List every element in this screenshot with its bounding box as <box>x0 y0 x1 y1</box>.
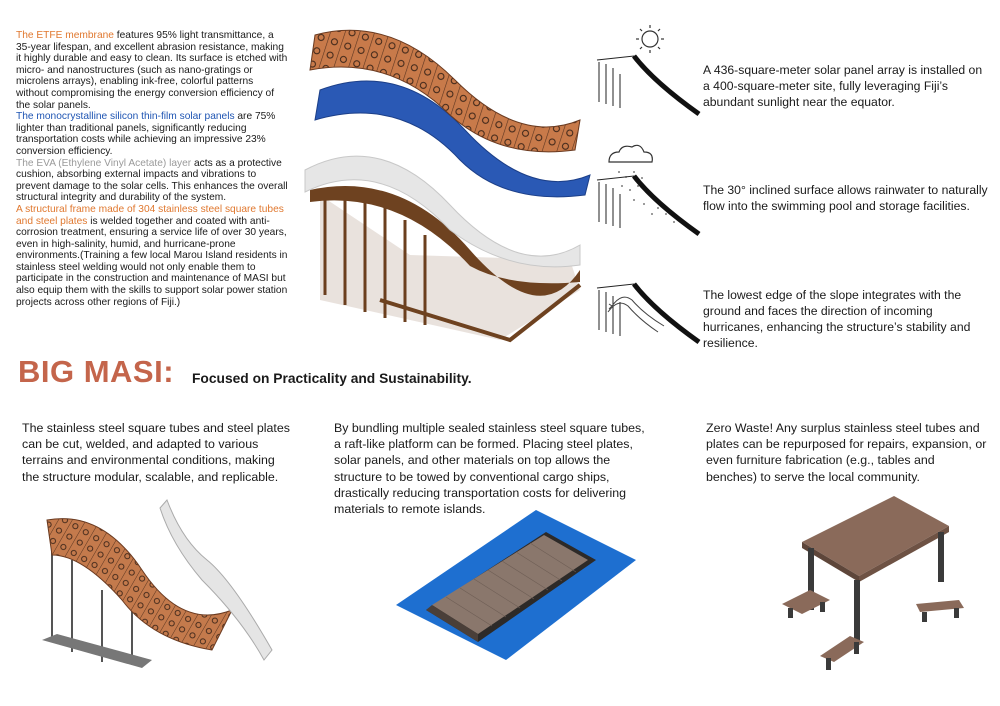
bench-icon <box>782 590 964 670</box>
modular-description: The stainless steel square tubes and steel plates can be cut, welded, and adapted to various terrains and environmental conditions, making the structure modular, scalable, and replicable. <box>22 421 290 484</box>
sun-diagram <box>594 22 704 122</box>
sun-description: A 436-square-meter solar panel array is installed on a 400-square-meter site, fully leveraging Fiji’s abundant sunlight near the equator. <box>703 63 983 109</box>
layer-description <box>16 30 288 308</box>
modular-structure-illustration <box>42 500 282 670</box>
wind-diagram <box>594 270 704 370</box>
etfe-paragraph <box>16 30 288 111</box>
eva-highlight: The EVA (Ethylene Vinyl Acetate) layer <box>16 157 192 169</box>
etfe-text: features 95% light transmittance, a 35-year lifespan, and excellent abrasion resistance, making it highly durable and easy to clean. Its surface is etched with micro- and nanostructures (such as nano-gratings or microlens arrays), enabling ink-free, colorful patterns without compromising the energy conversion efficiency of the solar panels. <box>16 30 288 111</box>
sun-icon <box>636 25 664 53</box>
frame-highlight: A structural frame made of 304 stainless steel square tubes and steel plates <box>16 203 284 227</box>
wind-description: The lowest edge of the slope integrates with the ground and faces the direction of incoming hurricanes, enhancing the structure’s stability and resilience. <box>703 288 971 350</box>
rain-cloud-icon <box>609 145 652 162</box>
wind-arrow-icon <box>608 297 664 332</box>
furniture-illustration <box>774 496 974 676</box>
zero-waste-description: Zero Waste! Any surplus stainless steel tubes and plates can be repurposed for repairs, expansion, or even furniture fabrication (e.g., tables and benches) to serve the local community. <box>706 421 987 484</box>
solar-paragraph <box>16 111 288 157</box>
eva-text: acts as a protective cushion, absorbing external impacts and vibrations to prevent damage to the solar cells. This enhances the overall structural integrity and durability of the system. <box>16 157 288 204</box>
frame-paragraph <box>16 204 288 308</box>
page-title: BIG MASI: <box>18 354 175 389</box>
exploded-layers-illustration <box>290 20 590 340</box>
rain-description: The 30° inclined surface allows rainwater to naturally flow into the swimming pool and storage facilities. <box>703 183 988 213</box>
frame-text: is welded together and coated with anti-corrosion treatment, ensuring a service life of over 30 years, even in high-salinity, humid, and hurricane-prone environments.(Training a few local Marou Island residents in stainless steel welding would not only enable them to participate in the construction and maintenance of MASI but also equip them with the skills to support solar power station projects across other regions of Fiji.) <box>16 215 288 308</box>
rain-diagram <box>594 142 704 242</box>
page-subtitle: Focused on Practicality and Sustainability. <box>192 371 472 386</box>
solar-text: are 75% lighter than traditional panels, significantly reducing transportation costs while achieving an impressive 23% conversion efficiency. <box>16 111 276 157</box>
transport-description: By bundling multiple sealed stainless steel square tubes, a raft-like platform can be formed. Placing steel plates, solar panels, and other materials on top allows the structure to be towed by conventional cargo ships, drastically reducing transportation costs for delivering materials to remote islands. <box>334 421 645 517</box>
solar-highlight: The monocrystalline silicon thin-film solar panels <box>16 111 235 123</box>
raft-illustration <box>396 510 636 660</box>
etfe-highlight: The ETFE membrane <box>16 30 114 41</box>
eva-paragraph <box>16 158 288 204</box>
